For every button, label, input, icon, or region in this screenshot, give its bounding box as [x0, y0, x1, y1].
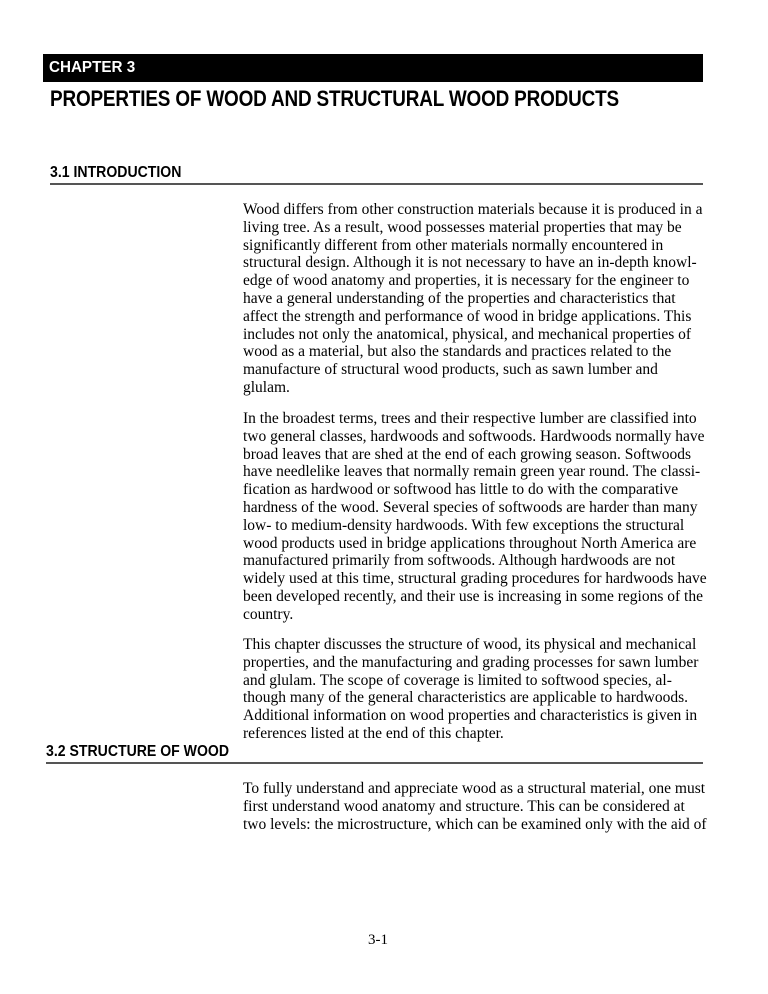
page-number: 3-1 [368, 932, 388, 948]
chapter-title: PROPERTIES OF WOOD AND STRUCTURAL WOOD PRODUCTS [50, 86, 619, 111]
section-heading-structure: 3.2 STRUCTURE OF WOOD [46, 743, 230, 760]
paragraph: This chapter discusses the structure of wood, its physical and mechanical properties, and the manufacturing and grading processes for sawn lumber and glulam. The scope of coverage is limited to softwood species, al- though many of the general characteristics are applicable to hardwoods. Additional information on wood properties and characteristics is given in references listed at the end of this chapter. [243, 636, 699, 742]
section-rule [50, 183, 703, 185]
section-heading-introduction: 3.1 INTRODUCTION [50, 164, 182, 181]
chapter-banner [43, 54, 703, 82]
paragraph: Wood differs from other construction materials because it is produced in a living tree. As a result, wood possesses material properties that may be significantly different from other materials normally encountered in structural design. Although it is not necessary to have an in-depth knowl- edge of wood anatomy and properties, it is necessary for the engineer to have a general understanding of the properties and characteristics that affect the strength and performance of wood in bridge applications. This includes not only the anatomical, physical, and mechanical properties of wood as a material, but also the standards and practices related to the manufacture of structural wood products, such as sawn lumber and glulam. [243, 201, 703, 396]
paragraph: In the broadest terms, trees and their respective lumber are classified into two general classes, hardwoods and softwoods. Hardwoods normally have broad leaves that are shed at the end of each growing season. Softwoods have needlelike leaves that normally remain green year round. The classi- fication as hardwood or softwood has little to do with the comparative hardness of the wood. Several species of softwoods are harder than many low- to medium-density hardwoods. With few exceptions the structural wood products used in bridge applications throughout North America are manufactured primarily from softwoods. Although hardwoods are not widely used at this time, structural grading procedures for hardwoods have been developed recently, and their use is increasing in some regions of the country. [243, 410, 707, 623]
paragraph: To fully understand and appreciate wood as a structural material, one must first understand wood anatomy and structure. This can be considered at two levels: the microstructure, which can be examined only with the aid of [243, 780, 707, 833]
chapter-label: CHAPTER 3 [49, 59, 136, 76]
section-rule [46, 762, 703, 764]
